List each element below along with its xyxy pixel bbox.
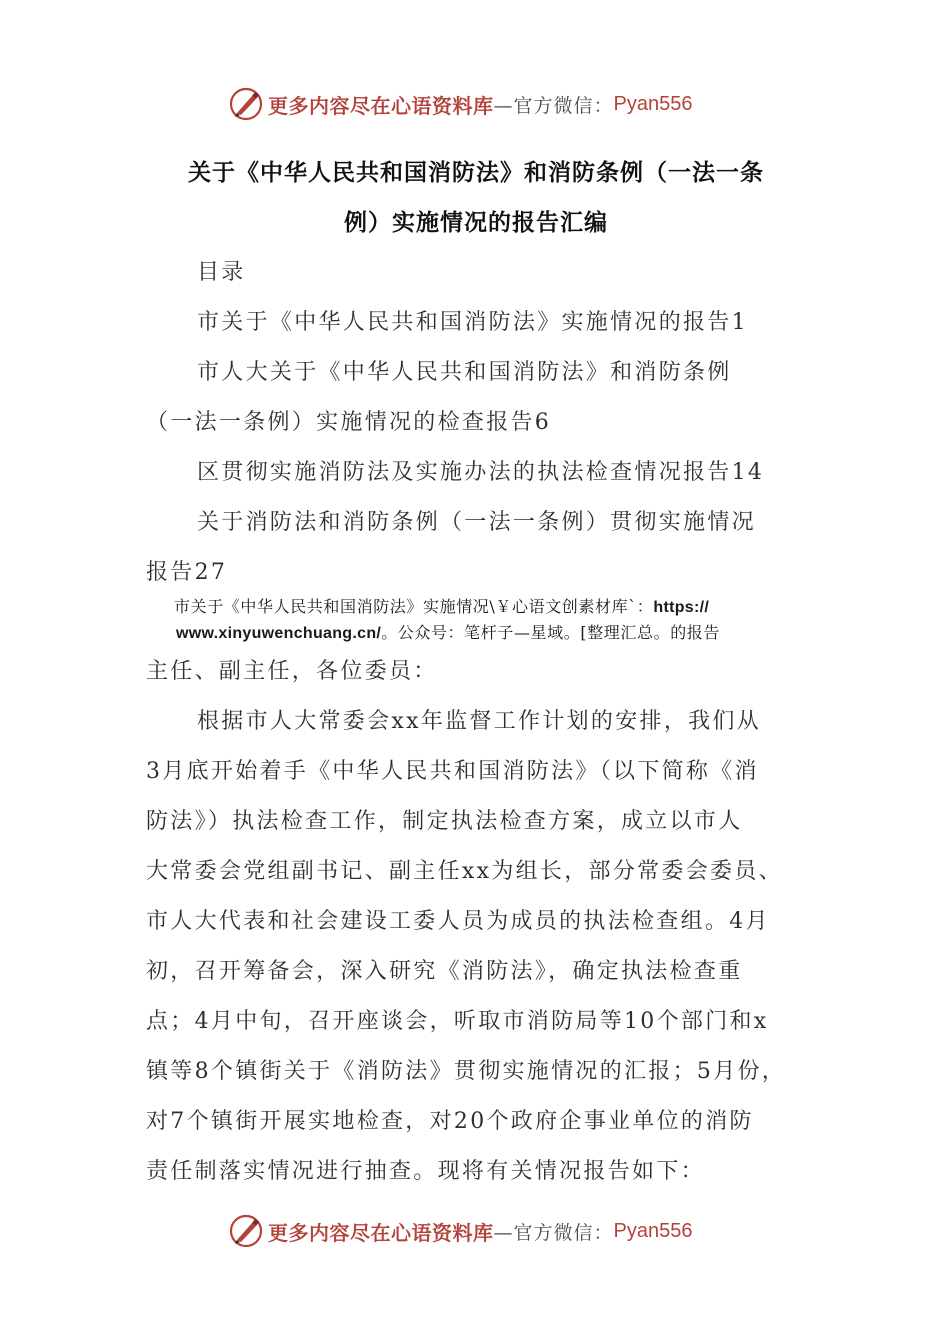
toc-item[interactable]: 关于消防法和消防条例（一法一条例）贯彻实施情况 bbox=[197, 510, 756, 535]
document-title-line-2: 例）实施情况的报告汇编 bbox=[344, 210, 608, 236]
body-paragraph-line: 防法》）执法检查工作，制定执法检查方案，成立以市人 bbox=[146, 809, 743, 834]
body-paragraph-line: 根据市人大常委会xx年监督工作计划的安排，我们从 bbox=[197, 709, 762, 734]
source-note-line-2 bbox=[176, 620, 720, 643]
body-paragraph-line: 对7个镇街开展实地检查，对20个政府企事业单位的消防 bbox=[146, 1109, 754, 1134]
banner-wechat-id: Pyan556 bbox=[613, 1219, 693, 1242]
body-paragraph-line: 初，召开筹备会，深入研究《消防法》，确定执法检查重 bbox=[146, 959, 743, 984]
source-url-part-2[interactable]: www.xinyuwenchuang.cn/ bbox=[176, 625, 382, 642]
source-note-text: 市关于《中华人民共和国消防法》实施情况\￥心语文创素材库`： bbox=[174, 597, 654, 616]
body-paragraph-line: 市人大代表和社会建设工委人员为成员的执法检查组。4月 bbox=[146, 909, 770, 934]
toc-heading: 目录 bbox=[197, 260, 246, 285]
toc-item-continued[interactable]: （一法一条例）实施情况的检查报告6 bbox=[146, 410, 552, 435]
body-paragraph-line: 点；4月中旬，召开座谈会，听取市消防局等10个部门和x bbox=[146, 1009, 769, 1034]
body-paragraph-line: 镇等8个镇街关于《消防法》贯彻实施情况的汇报；5月份， bbox=[146, 1059, 787, 1084]
pen-logo-icon bbox=[228, 1213, 264, 1249]
body-paragraph-line: 责任制落实情况进行抽查。现将有关情况报告如下： bbox=[146, 1159, 705, 1184]
toc-item[interactable]: 市关于《中华人民共和国消防法》实施情况的报告1 bbox=[197, 310, 748, 335]
source-note-line-1 bbox=[174, 594, 709, 617]
banner-wechat-id: Pyan556 bbox=[613, 92, 693, 115]
source-note-text: 。公众号：笔杆子—星域。[整理汇总。的报告 bbox=[381, 623, 720, 642]
source-url-part-1[interactable]: https:// bbox=[653, 599, 710, 616]
pen-logo-icon bbox=[228, 86, 264, 122]
toc-item[interactable]: 市人大关于《中华人民共和国消防法》和消防条例 bbox=[197, 360, 732, 385]
salutation: 主任、副主任，各位委员： bbox=[146, 659, 438, 684]
banner-sub-text: —官方微信： bbox=[493, 94, 614, 117]
body-paragraph-line: 大常委会党组副书记、副主任xx为组长，部分常委会委员、 bbox=[146, 859, 783, 884]
body-paragraph-line: 3月底开始着手《中华人民共和国消防法》（以下简称《消 bbox=[146, 759, 759, 784]
toc-item[interactable]: 区贯彻实施消防法及实施办法的执法检查情况报告14 bbox=[197, 460, 765, 485]
document-title-line-1: 关于《中华人民共和国消防法》和消防条例（一法一条 bbox=[188, 160, 764, 186]
banner-main-text: 更多内容尽在心语资料库 bbox=[268, 1220, 494, 1245]
header-banner bbox=[228, 84, 692, 124]
banner-sub-text: —官方微信： bbox=[493, 1221, 614, 1244]
banner-main-text: 更多内容尽在心语资料库 bbox=[268, 93, 494, 118]
toc-item-continued[interactable]: 报告27 bbox=[146, 560, 228, 585]
footer-banner bbox=[228, 1211, 692, 1251]
